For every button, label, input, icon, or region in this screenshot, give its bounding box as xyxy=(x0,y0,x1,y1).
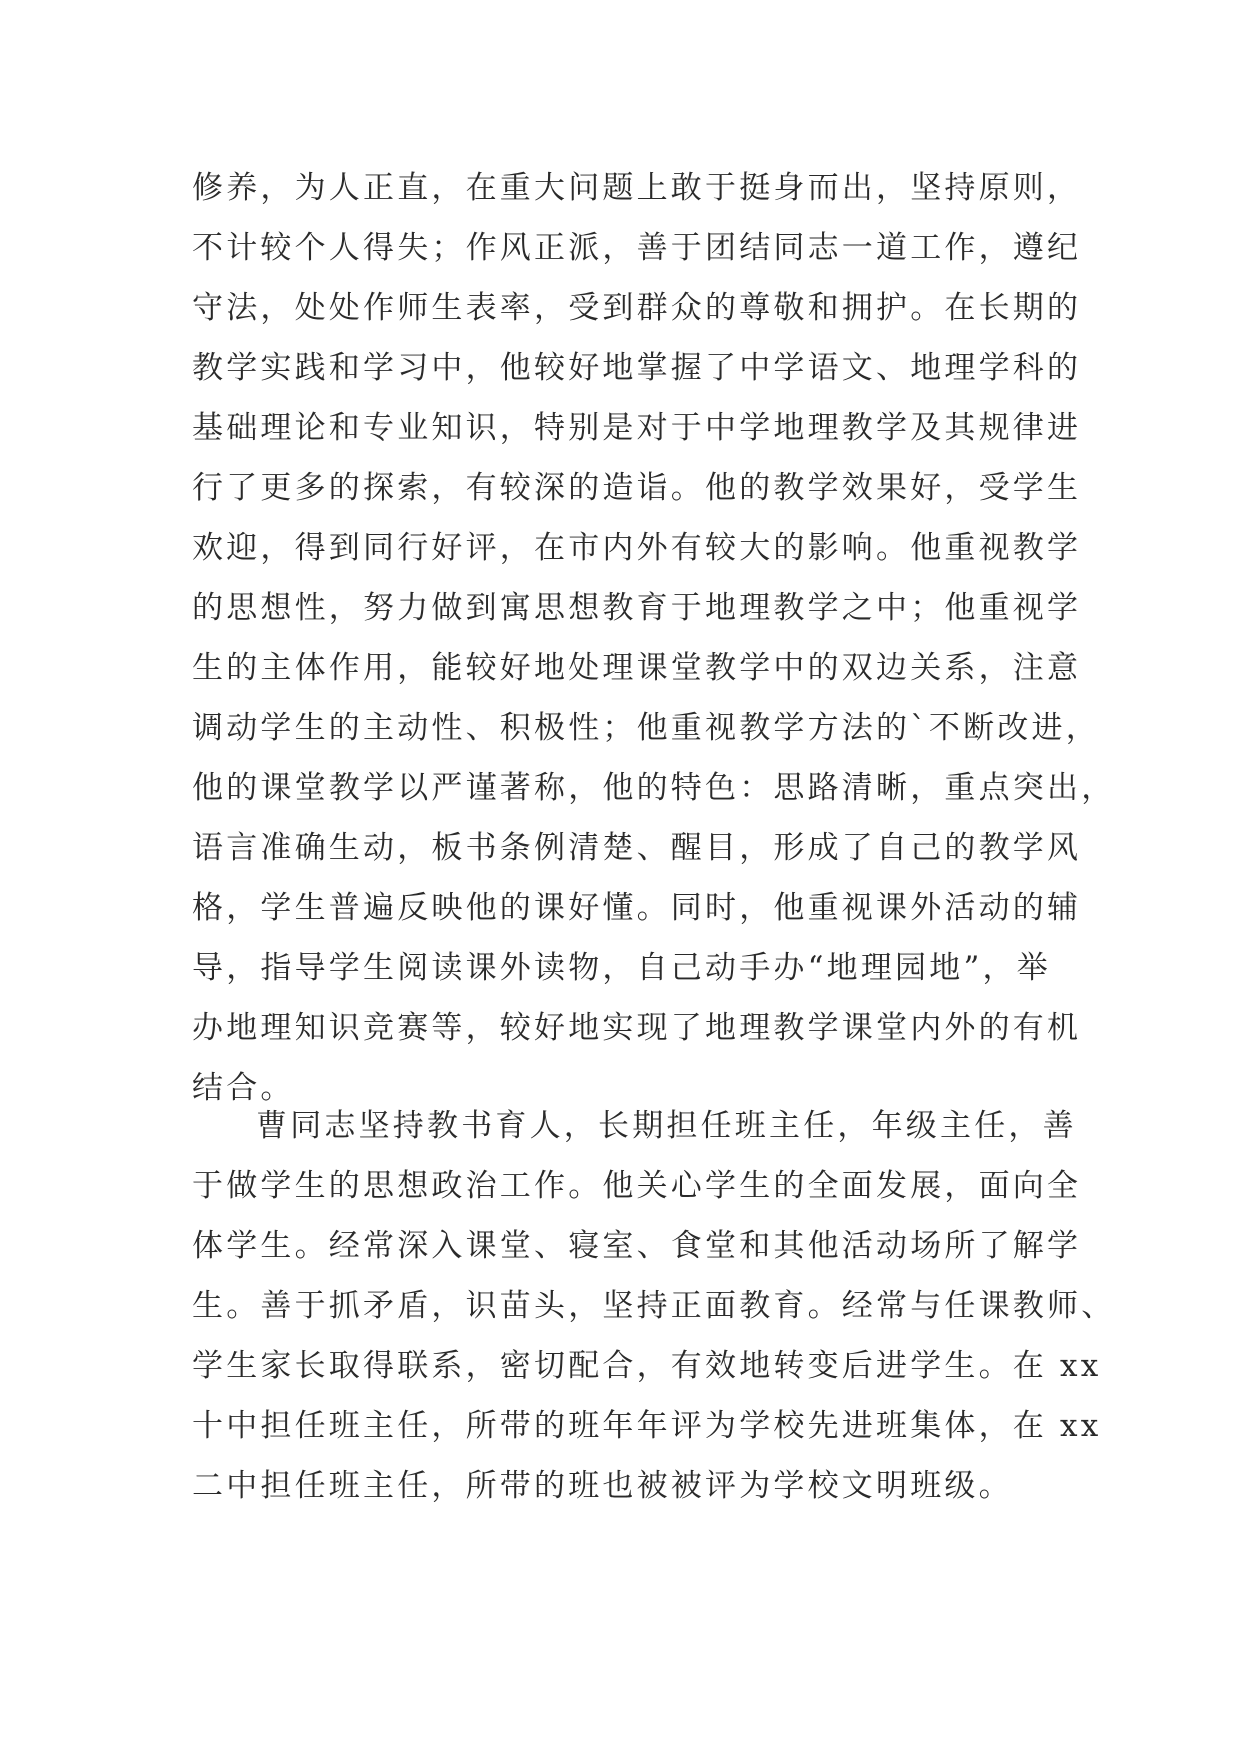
text-line: 语言准确生动，板书条例清楚、醒目，形成了自己的教学风 xyxy=(192,830,1082,866)
text-line: 体学生。经常深入课堂、寝室、食堂和其他活动场所了解学 xyxy=(192,1228,1082,1264)
text-line: 十中担任班主任，所带的班年年评为学校先进班集体，在 xx xyxy=(192,1408,1102,1444)
text-line: 行了更多的探索，有较深的造诣。他的教学效果好，受学生 xyxy=(192,470,1082,506)
text-line: 教学实践和学习中，他较好地掌握了中学语文、地理学科的 xyxy=(192,350,1082,386)
text-line: 格，学生普遍反映他的课好懂。同时，他重视课外活动的辅 xyxy=(192,890,1082,926)
text-line: 办地理知识竞赛等，较好地实现了地理教学课堂内外的有机 xyxy=(192,1010,1082,1046)
text-line: 欢迎，得到同行好评，在市内外有较大的影响。他重视教学 xyxy=(192,530,1082,566)
text-line: 修养，为人正直，在重大问题上敢于挺身而出，坚持原则， xyxy=(192,170,1082,206)
text-line: 学生家长取得联系，密切配合，有效地转变后进学生。在 xx xyxy=(192,1348,1102,1384)
text-line: 基础理论和专业知识，特别是对于中学地理教学及其规律进 xyxy=(192,410,1082,446)
text-line: 结合。 xyxy=(192,1070,295,1106)
text-line-indented: 曹同志坚持教书育人，长期担任班主任，年级主任，善 xyxy=(256,1108,1077,1144)
text-line: 他的课堂教学以严谨著称，他的特色：思路清晰，重点突出， xyxy=(192,770,1116,806)
text-line: 的思想性，努力做到寓思想教育于地理教学之中；他重视学 xyxy=(192,590,1082,626)
paragraph-1 xyxy=(192,158,1116,1118)
text-line: 不计较个人得失；作风正派，善于团结同志一道工作，遵纪 xyxy=(192,230,1082,266)
text-line: 二中担任班主任，所带的班也被被评为学校文明班级。 xyxy=(192,1468,1013,1504)
text-line: 调动学生的主动性、积极性；他重视教学方法的`不断改进， xyxy=(192,710,1100,746)
text-line: 生。善于抓矛盾，识苗头，坚持正面教育。经常与任课教师、 xyxy=(192,1288,1116,1324)
text-line: 守法，处处作师生表率，受到群众的尊敬和拥护。在长期的 xyxy=(192,290,1082,326)
paragraph-2 xyxy=(192,1096,1116,1516)
text-line: 导，指导学生阅读课外读物，自己动手办“地理园地”，举 xyxy=(192,950,1051,986)
text-line: 生的主体作用，能较好地处理课堂教学中的双边关系，注意 xyxy=(192,650,1082,686)
text-line: 于做学生的思想政治工作。他关心学生的全面发展，面向全 xyxy=(192,1168,1082,1204)
